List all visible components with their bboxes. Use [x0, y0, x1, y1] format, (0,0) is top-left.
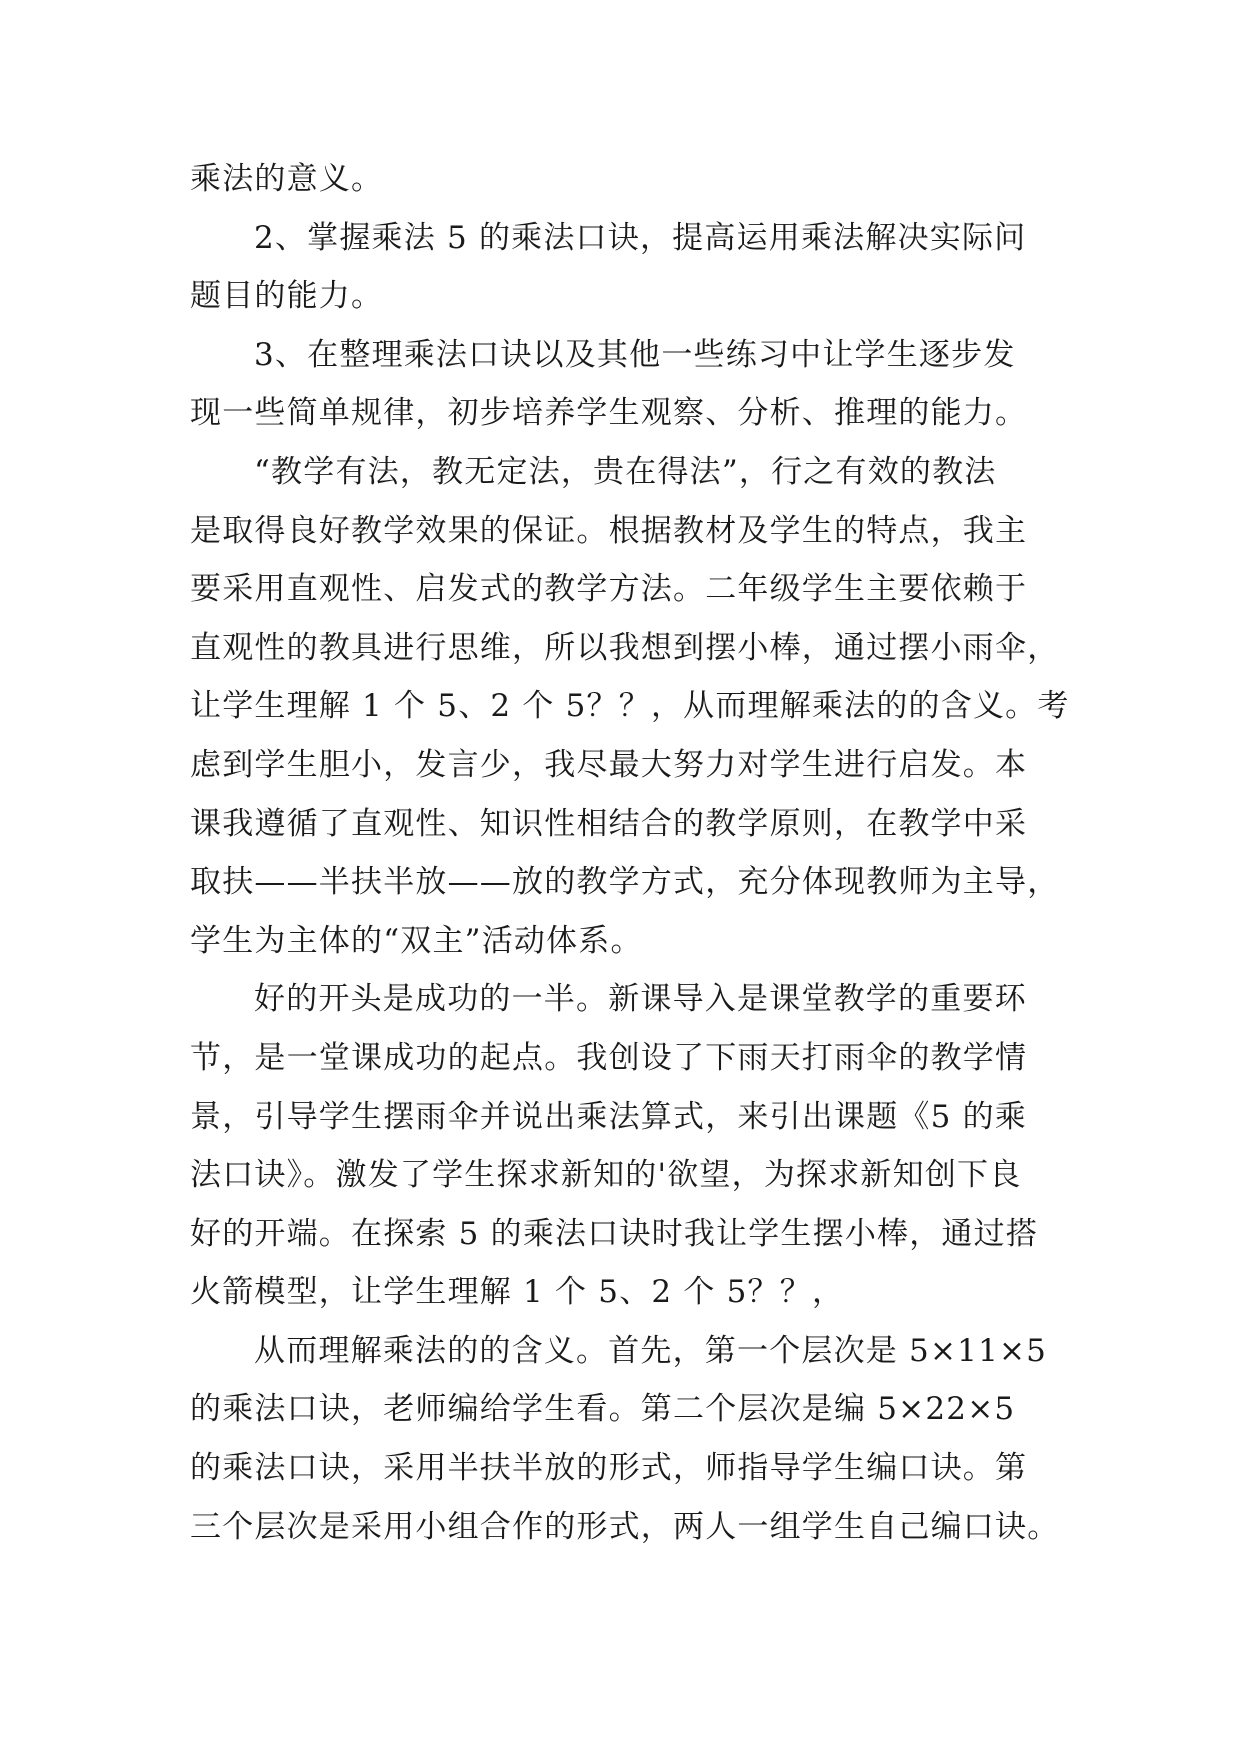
text-line: 学生为主体的“双主”活动体系。 — [190, 922, 643, 959]
text-line: 乘法的意义。 — [190, 161, 384, 197]
text-line: 好的开头是成功的一半。新课导入是课堂教学的重要环 — [254, 981, 1027, 1018]
text-line: 让学生理解 1 个 5、2 个 5？？，从而理解乘法的的含义。考 — [190, 688, 1070, 725]
text-line: 虑到学生胆小，发言少，我尽最大努力对学生进行启发。本 — [190, 746, 1028, 783]
text-line: “教学有法，教无定法，贵在得法”，行之有效的教法 — [254, 453, 997, 490]
document-body — [190, 150, 1080, 1556]
text-line: 2、掌握乘法 5 的乘法口诀，提高运用乘法解决实际问 — [254, 219, 1027, 256]
text-line: 火箭模型，让学生理解 1 个 5、2 个 5？？， — [190, 1274, 845, 1311]
text-line: 三个层次是采用小组合作的形式，两人一组学生自己编口诀。 — [190, 1508, 1060, 1545]
text-line: 的乘法口诀，采用半扶半放的形式，师指导学生编口诀。第 — [190, 1450, 1028, 1487]
text-line: 课我遵循了直观性、知识性相结合的教学原则，在教学中采 — [190, 805, 1028, 842]
text-line: 现一些简单规律，初步培养学生观察、分析、推理的能力。 — [190, 395, 1028, 432]
text-line: 法口诀》。激发了学生探求新知的'欲望，为探求新知创下良 — [190, 1157, 1022, 1194]
text-line: 是取得良好教学效果的保证。根据教材及学生的特点，我主 — [190, 512, 1028, 549]
text-line: 取扶——半扶半放——放的教学方式，充分体现教师为主导， — [190, 864, 1060, 901]
text-line: 的乘法口诀，老师编给学生看。第二个层次是编 5×22×5 — [190, 1391, 1016, 1428]
text-line: 从而理解乘法的的含义。首先，第一个层次是 5×11×5 — [254, 1332, 1048, 1369]
text-line: 节，是一堂课成功的起点。我创设了下雨天打雨伞的教学情 — [190, 1039, 1028, 1076]
text-line: 3、在整理乘法口诀以及其他一些练习中让学生逐步发 — [254, 336, 1016, 373]
text-line: 景，引导学生摆雨伞并说出乘法算式，来引出课题《5 的乘 — [190, 1098, 1027, 1135]
text-line: 题目的能力。 — [190, 278, 384, 315]
text-line: 直观性的教具进行思维，所以我想到摆小棒，通过摆小雨伞， — [190, 629, 1060, 666]
text-line: 好的开端。在探索 5 的乘法口诀时我让学生摆小棒，通过搭 — [190, 1215, 1039, 1252]
text-line: 要采用直观性、启发式的教学方法。二年级学生主要依赖于 — [190, 571, 1028, 608]
